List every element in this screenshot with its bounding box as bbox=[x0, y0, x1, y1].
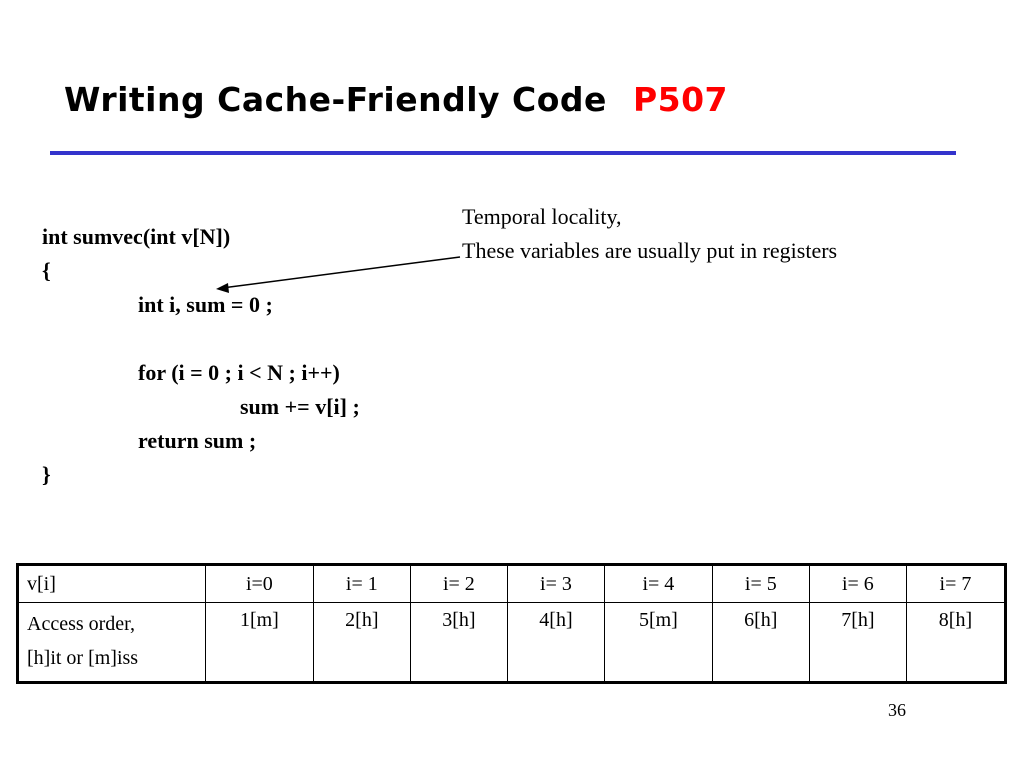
table-row bbox=[18, 603, 1006, 683]
access-table bbox=[16, 563, 1007, 684]
table-cell: 8[h] bbox=[906, 603, 1005, 683]
table-cell: i= 7 bbox=[906, 565, 1005, 603]
row-label-line: [h]it or [m]iss bbox=[27, 647, 139, 669]
table-cell: 3[h] bbox=[410, 603, 507, 683]
row-label-line: Access order, bbox=[27, 613, 136, 635]
code-line: int sumvec(int v[N]) bbox=[42, 224, 231, 249]
code-line: sum += v[i] ; bbox=[240, 394, 360, 419]
table-cell: 7[h] bbox=[809, 603, 906, 683]
table-cell: i=0 bbox=[206, 565, 314, 603]
row-label-cell bbox=[18, 603, 206, 683]
table-cell: 5[m] bbox=[604, 603, 712, 683]
title-page-ref: P507 bbox=[632, 80, 729, 119]
note-line: These variables are usually put in registers bbox=[462, 238, 838, 263]
title-text: Writing Cache-Friendly Code bbox=[64, 80, 607, 119]
table-cell: 6[h] bbox=[712, 603, 809, 683]
table-cell: i= 1 bbox=[313, 565, 410, 603]
table-cell: 4[h] bbox=[507, 603, 604, 683]
table-cell: v[i] bbox=[18, 565, 206, 603]
table-cell: i= 2 bbox=[410, 565, 507, 603]
table-cell: 1[m] bbox=[206, 603, 314, 683]
code-line: } bbox=[42, 462, 51, 487]
page-number: 36 bbox=[888, 700, 906, 720]
table-header-row bbox=[18, 565, 1006, 603]
code-line: { bbox=[42, 258, 51, 283]
code-line: return sum ; bbox=[138, 428, 257, 453]
table-cell: i= 3 bbox=[507, 565, 604, 603]
table-cell: 2[h] bbox=[313, 603, 410, 683]
table-cell: i= 5 bbox=[712, 565, 809, 603]
note-line: Temporal locality, bbox=[462, 204, 622, 229]
code-line: int i, sum = 0 ; bbox=[138, 292, 273, 317]
table-cell: i= 6 bbox=[809, 565, 906, 603]
code-line: for (i = 0 ; i < N ; i++) bbox=[138, 360, 340, 385]
table-cell: i= 4 bbox=[604, 565, 712, 603]
